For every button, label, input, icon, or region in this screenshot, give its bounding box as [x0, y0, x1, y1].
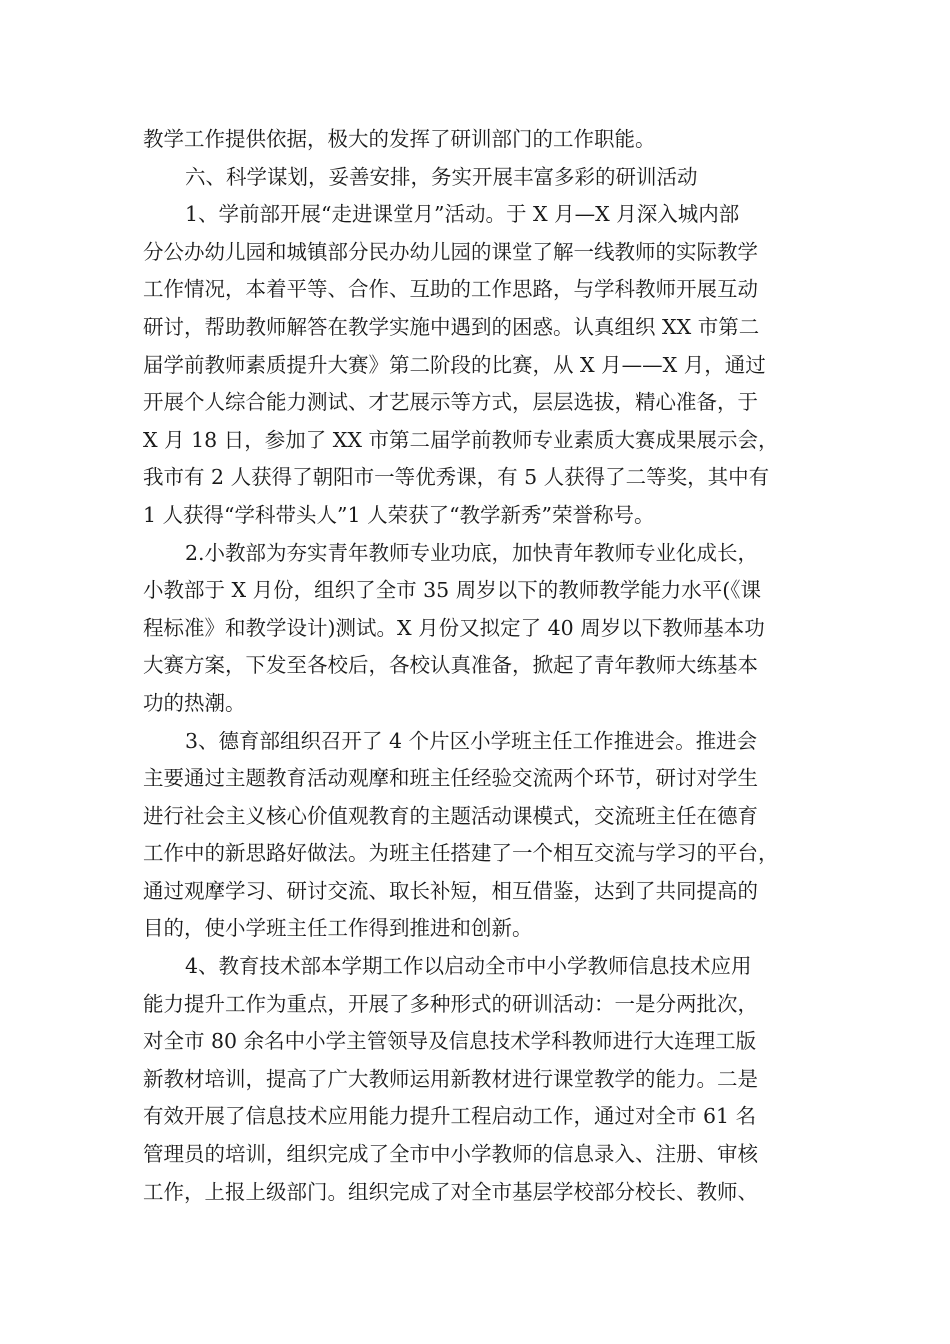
text-line: 工作中的新思路好做法。为班主任搭建了一个相互交流与学习的平台， — [143, 841, 779, 866]
text-line: 通过观摩学习、研讨交流、取长补短，相互借鉴，达到了共同提高的 — [143, 878, 758, 903]
text-line: 对全市 80 余名中小学主管领导及信息技术学科教师进行大连理工版 — [143, 1029, 757, 1054]
text-line: 研讨，帮助教师解答在教学实施中遇到的困惑。认真组织 XX 市第二 — [143, 314, 760, 339]
text-line: 2.小教部为夯实青年教师专业功底，加快青年教师专业化成长， — [185, 540, 759, 565]
text-line: 1 人获得“学科带头人”1 人荣获了“教学新秀”荣誉称号。 — [143, 502, 655, 527]
text-line: 工作，上报上级部门。组织完成了对全市基层学校部分校长、教师、 — [143, 1179, 758, 1204]
text-line: 工作情况，本着平等、合作、互助的工作思路，与学科教师开展互动 — [143, 277, 758, 302]
text-line: 开展个人综合能力测试、才艺展示等方式，层层选拔，精心准备，于 — [143, 390, 758, 415]
text-line: X 月 18 日，参加了 XX 市第二届学前教师专业素质大赛成果展示会， — [143, 427, 779, 452]
text-line: 目的，使小学班主任工作得到推进和创新。 — [143, 916, 533, 941]
text-line: 分公办幼儿园和城镇部分民办幼儿园的课堂了解一线教师的实际教学 — [143, 239, 758, 264]
text-line: 能力提升工作为重点，开展了多种形式的研训活动：一是分两批次， — [143, 991, 758, 1016]
text-line: 我市有 2 人获得了朝阳市一等优秀课，有 5 人获得了二等奖，其中有 — [143, 465, 770, 490]
text-line: 3、德育部组织召开了 4 个片区小学班主任工作推进会。推进会 — [185, 728, 758, 753]
text-line: 管理员的培训，组织完成了全市中小学教师的信息录入、注册、审核 — [143, 1142, 758, 1167]
text-line: 六、科学谋划，妥善安排，务实开展丰富多彩的研训活动 — [185, 164, 698, 189]
text-line: 1、学前部开展“走进课堂月”活动。于 X 月—X 月深入城内部 — [185, 202, 740, 227]
text-line: 功的热潮。 — [143, 690, 246, 715]
text-line: 4、教育技术部本学期工作以启动全市中小学教师信息技术应用 — [185, 954, 752, 979]
text-line: 主要通过主题教育活动观摩和班主任经验交流两个环节，研讨对学生 — [143, 766, 758, 791]
text-line: 大赛方案，下发至各校后，各校认真准备，掀起了青年教师大练基本 — [143, 653, 758, 678]
text-line: 教学工作提供依据，极大的发挥了研训部门的工作职能。 — [143, 127, 656, 151]
text-line: 有效开展了信息技术应用能力提升工程启动工作，通过对全市 61 名 — [143, 1104, 757, 1129]
text-line: 新教材培训，提高了广大教师运用新教材进行课堂教学的能力。二是 — [143, 1066, 758, 1091]
text-line: 小教部于 X 月份，组织了全市 35 周岁以下的教师教学能力水平(《课 — [143, 578, 761, 603]
text-line: 程标准》和教学设计)测试。X 月份又拟定了 40 周岁以下教师基本功 — [143, 615, 765, 640]
text-line: 届学前教师素质提升大赛》第二阶段的比赛，从 X 月——X 月，通过 — [143, 352, 766, 377]
document-body — [143, 121, 823, 1211]
text-line: 进行社会主义核心价值观教育的主题活动课模式，交流班主任在德育 — [143, 803, 758, 828]
